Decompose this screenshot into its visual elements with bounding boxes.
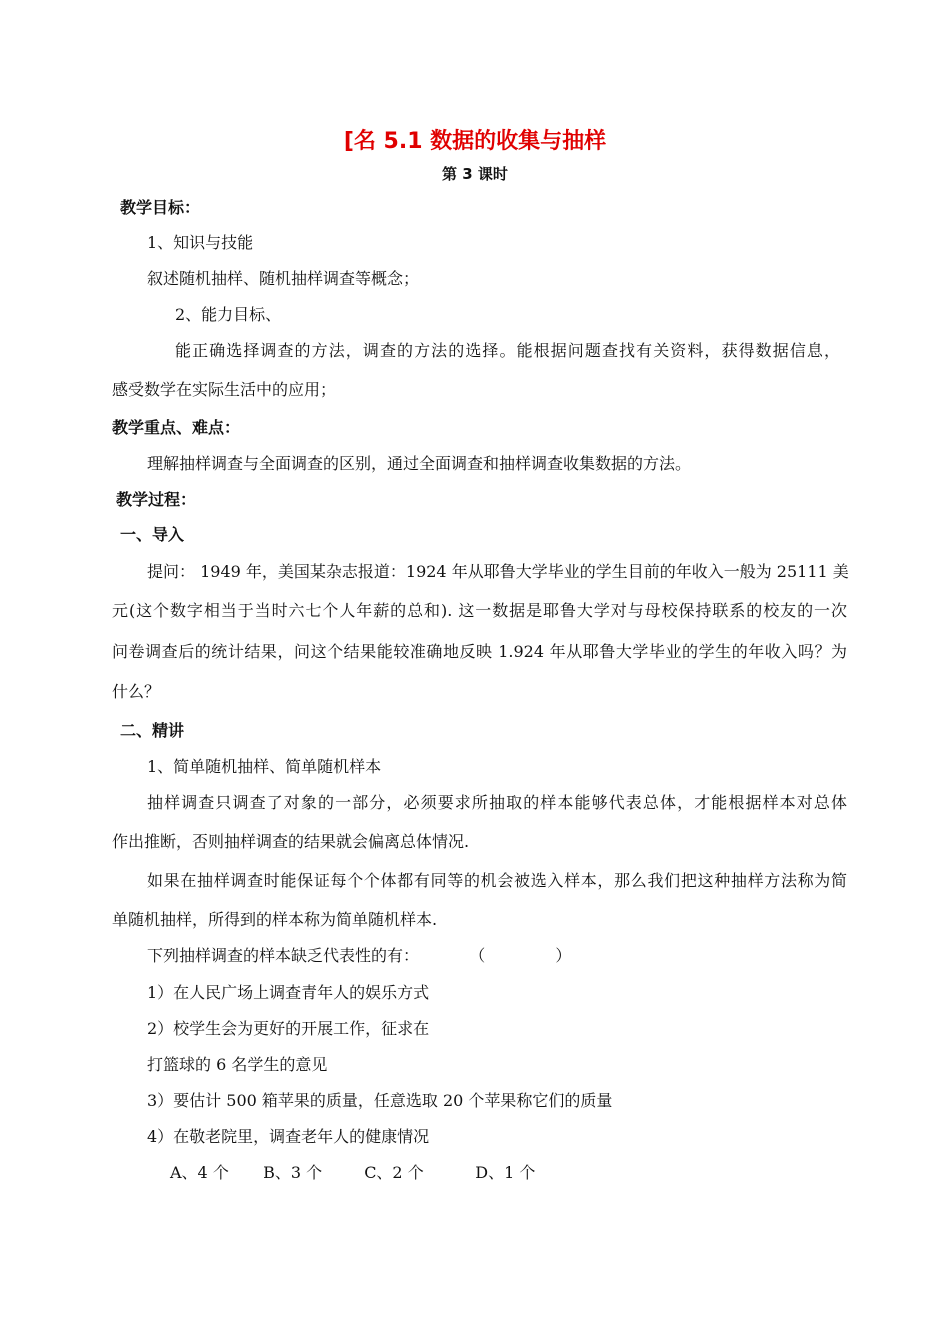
option-c: C、2 个 [364,1163,424,1182]
document-title: [名 5.1 数据的收集与抽样 [343,129,607,154]
paragraph-2-line2: 单随机抽样，所得到的样本称为简单随机样本. [112,910,438,929]
answer-paren-close: ） [555,946,572,965]
answer-options [170,1163,535,1183]
intro-paragraph-line3: 问卷调查后的统计结果，问这个结果能较准确地反映 1.924 年从耶鲁大学毕业的学生的年收入吗？为 [112,642,847,661]
option-d: D、1 个 [475,1163,536,1182]
option-a: A、4 个 [170,1163,229,1182]
objectives-heading: 教学目标： [120,198,201,217]
objective-2-label: 2、能力目标、 [175,305,282,324]
question-item-4: 4）在敬老院里，调查老年人的健康情况 [147,1127,430,1146]
lesson-number: 第 3 课时 [442,165,508,183]
question-item-2-line1: 2）校学生会为更好的开展工作，征求在 [147,1019,430,1038]
process-heading: 教学过程： [116,490,197,509]
intro-paragraph-line1: 提问： 1949 年，美国某杂志报道：1924 年从耶鲁大学毕业的学生目前的年收入一般为 25111 美 [147,562,849,581]
keypoints-text: 理解抽样调查与全面调查的区别，通过全面调查和抽样调查收集数据的方法。 [147,454,692,473]
question-text: 下列抽样调查的样本缺乏代表性的有： [147,946,420,965]
question-stem [147,946,571,966]
question-item-2-line2: 打篮球的 6 名学生的意见 [147,1055,328,1074]
question-item-1: 1）在人民广场上调查青年人的娱乐方式 [147,983,430,1002]
intro-paragraph-line4: 什么？ [112,682,161,701]
topic-1-heading: 1、简单随机抽样、简单随机样本 [147,757,382,776]
option-b: B、3 个 [263,1163,323,1182]
answer-paren-open: （ [469,946,486,965]
objective-2-text-line1: 能正确选择调查的方法，调查的方法的选择。能根据问题查找有关资料，获得数据信息， [175,341,840,360]
objective-2-text-line2: 感受数学在实际生活中的应用； [112,380,337,399]
objective-1-text: 叙述随机抽样、随机抽样调查等概念； [147,269,420,288]
section-2-heading: 二、精讲 [120,721,185,740]
keypoints-heading: 教学重点、难点： [112,418,241,437]
intro-paragraph-line2: 元(这个数字相当于当时六七个人年薪的总和). 这一数据是耶鲁大学对与母校保持联系的校友的一次 [112,601,847,620]
question-item-3: 3）要估计 500 箱苹果的质量，任意选取 20 个苹果称它们的质量 [147,1091,613,1110]
paragraph-1-line1: 抽样调查只调查了对象的一部分，必须要求所抽取的样本能够代表总体，才能根据样本对总体 [147,793,847,812]
section-1-heading: 一、导入 [120,525,185,544]
paragraph-2-line1: 如果在抽样调查时能保证每个个体都有同等的机会被选入样本，那么我们把这种抽样方法称为简 [147,871,847,890]
objective-1-label: 1、知识与技能 [147,233,254,252]
paragraph-1-line2: 作出推断，否则抽样调查的结果就会偏离总体情况. [112,832,470,851]
